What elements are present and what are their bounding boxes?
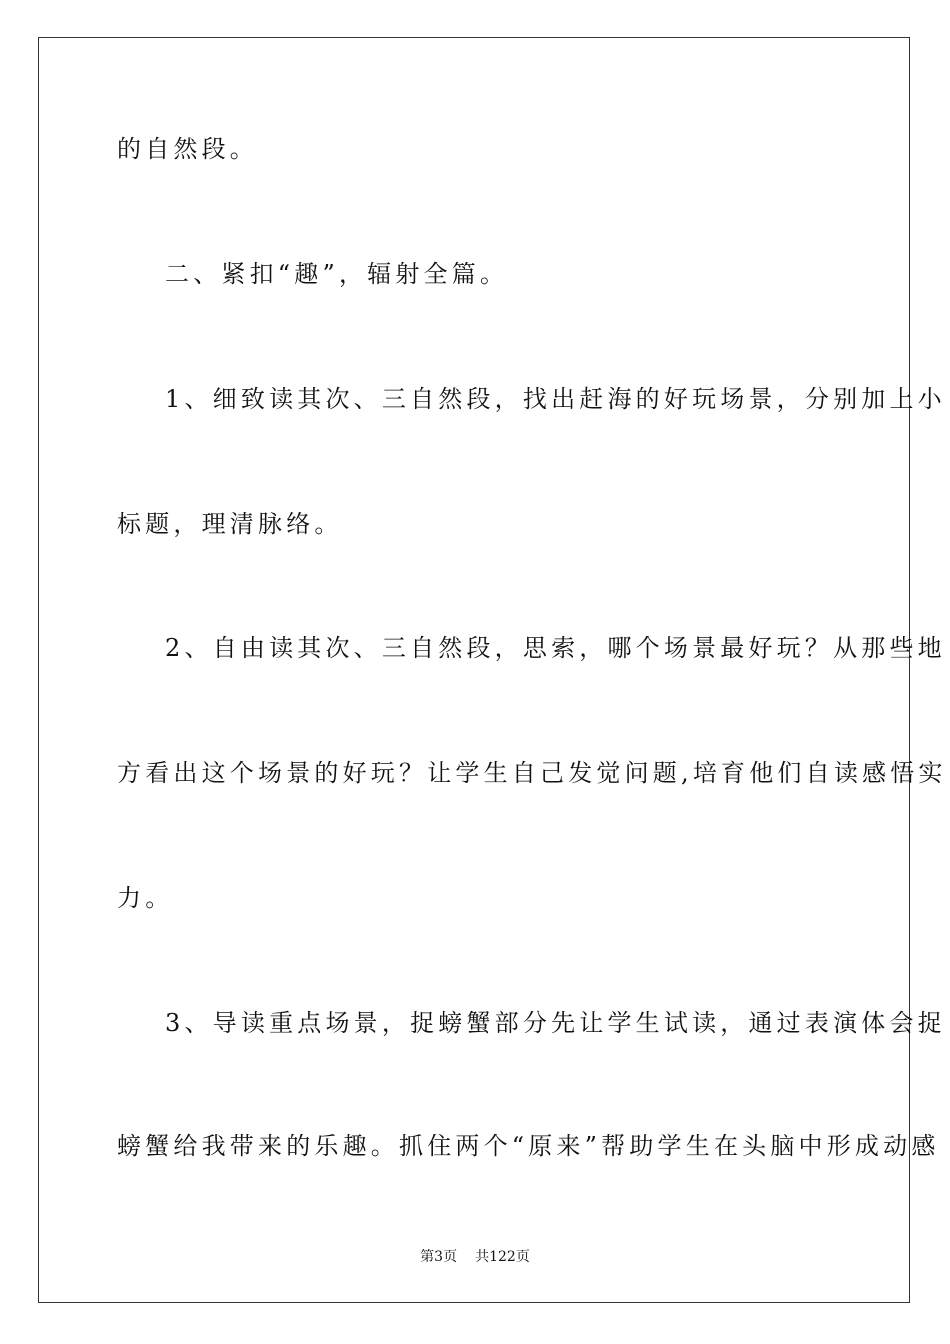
page-number: 第3页 [420, 1249, 458, 1265]
paragraph-line-3: 1、细致读其次、三自然段，找出赶海的好玩场景，分别加上小 [165, 385, 946, 413]
paragraph-line-7: 力。 [117, 884, 174, 912]
page-border [38, 37, 947, 1303]
section-heading: 二、紧扣“趣”，辐射全篇。 [165, 260, 509, 288]
paragraph-line-6: 方看出这个场景的好玩？让学生自己发觉问题,培育他们自读感悟实 [117, 759, 947, 787]
paragraph-line-4: 标题，理清脉络。 [117, 510, 343, 538]
paragraph-line-9: 螃蟹给我带来的乐趣。抓住两个“原来”帮助学生在头脑中形成动感 [117, 1132, 940, 1160]
paragraph-line-8: 3、导读重点场景，捉螃蟹部分先让学生试读，通过表演体会捉 [165, 1009, 946, 1037]
total-pages: 共122页 [475, 1249, 530, 1265]
paragraph-line-1: 的自然段。 [117, 135, 258, 163]
paragraph-line-5: 2、自由读其次、三自然段，思索，哪个场景最好玩？从那些地 [165, 634, 946, 662]
page-footer [0, 1248, 950, 1266]
